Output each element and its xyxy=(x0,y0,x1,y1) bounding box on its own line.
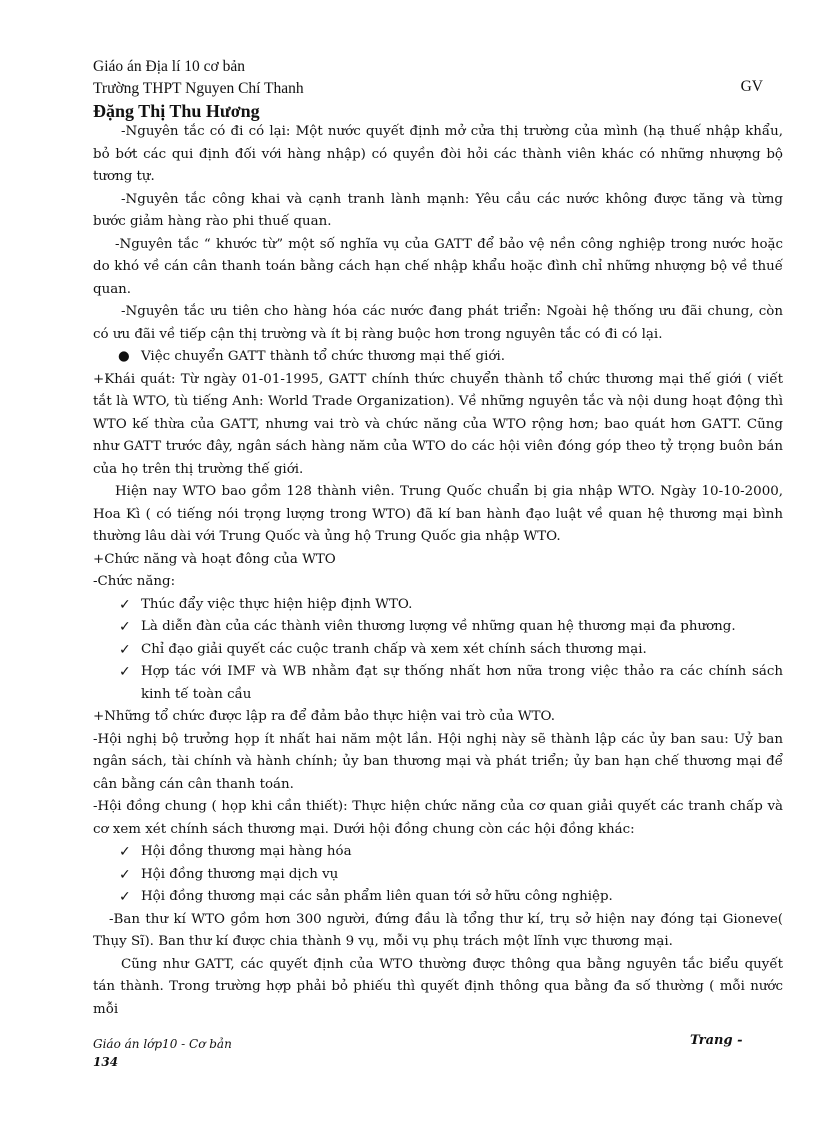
paragraph: Cũng như GATT, các quyết định của WTO thường được thông qua bằng nguyên tắc biểu quyết tán thành. Trong trường hợp phải bỏ phiếu thì quyết định thông qua bằng đa số thường ( mỗi nước mỗi xyxy=(93,956,783,1017)
footer-course: Giáo án lớp10 - Cơ bản xyxy=(93,1037,232,1051)
check-icon: ✓ xyxy=(119,866,131,883)
footer-page-number: 134 xyxy=(93,1055,119,1069)
paragraph: -Nguyên tắc “ khước từ” một số nghĩa vụ của GATT để bảo vệ nền công nghiệp trong nước hoặc do khó về cán cân thanh toán bằng cách hạn chế nhập khẩu hoặc đình chỉ những nhượng bộ về thuế quan. xyxy=(93,236,783,297)
check-item: ✓ Hợp tác với IMF và WB nhằm đạt sự thống nhất hơn nữa trong việc thảo ra các chính sách kinh tế toàn cầu xyxy=(93,661,783,706)
paragraph: -Ban thư kí WTO gồm hơn 300 người, đứng đầu là tổng thư kí, trụ sở hiện nay đóng tại Gioneve( Thụy Sĩ). Ban thư kí được chia thành 9 vụ, mỗi vụ phụ trách một lĩnh vực thương mại. xyxy=(93,911,783,949)
check-item: ✓ Là diễn đàn của các thành viên thương lượng về những quan hệ thương mại đa phương. xyxy=(93,616,783,639)
check-item: ✓ Hội đồng thương mại các sản phẩm liên quan tới sở hữu công nghiệp. xyxy=(93,886,783,909)
subheading: -Chức năng: xyxy=(93,574,176,589)
bullet-icon: ● xyxy=(118,349,130,364)
page-header xyxy=(93,56,763,122)
section-heading: +Chức năng và hoạt đông của WTO xyxy=(93,551,336,567)
check-icon: ✓ xyxy=(119,664,131,680)
teacher-name: Đặng Thị Thu Hương xyxy=(93,101,260,121)
paragraph: -Nguyên tắc công khai và cạnh tranh lành mạnh: Yêu cầu các nước không được tăng và từng bước giảm hàng rào phi thuế quan. xyxy=(93,191,783,229)
check-item: ✓ Hội đồng thương mại dịch vụ xyxy=(93,864,783,887)
section-heading: +Những tổ chức được lập ra để đảm bảo thực hiện vai trò của WTO. xyxy=(93,709,555,724)
paragraph: +Khái quát: Từ ngày 01-01-1995, GATT chính thức chuyển thành tổ chức thương mại thế giới ( viết tắt là WTO, tù tiếng Anh: World Trade Organization). Về những nguyên tắc và nội dung hoạt động thì WTO kế thừa của GATT, nhưng vai trò và chức năng của WTO rộng hơn; bao quát hơn GATT. Cũng như GATT trước đây, ngân sách hàng năm của WTO do các hội viên đóng góp theo tỷ trọng buôn bán của họ trên thị trường thế giới. xyxy=(93,371,783,477)
bullet-item xyxy=(93,346,783,369)
paragraph: -Nguyên tắc có đi có lại: Một nước quyết định mở cửa thị trường của mình (hạ thuế nhập khẩu, bỏ bớt các qui định đối với hàng nhập) có quyền đòi hỏi các thành viên khác có những nhượng bộ tương tự. xyxy=(93,124,783,184)
paragraph: -Hội đồng chung ( họp khi cần thiết): Thực hiện chức năng của cơ quan giải quyết các tranh chấp và cơ xem xét chính sách thương mại. Dưới hội đồng chung còn các hội đồng khác: xyxy=(93,799,783,837)
check-item: ✓ Hội đồng thương mại hàng hóa xyxy=(93,841,783,864)
check-icon: ✓ xyxy=(119,596,131,613)
check-icon: ✓ xyxy=(119,889,131,905)
doc-title: Giáo án Địa lí 10 cơ bản xyxy=(93,58,245,75)
gv-label: GV xyxy=(740,78,763,95)
check-item: ✓ Chỉ đạo giải quyết các cuộc tranh chấp và xem xét chính sách thương mại. xyxy=(93,639,783,662)
check-icon: ✓ xyxy=(119,619,131,635)
check-icon: ✓ xyxy=(119,641,131,658)
check-item: ✓ Thúc đẩy việc thực hiện hiệp định WTO. xyxy=(93,594,783,617)
paragraph: -Hội nghị bộ trưởng họp ít nhất hai năm một lần. Hội nghị này sẽ thành lập các ủy ban sau: Uỷ ban ngân sách, tài chính và hành chính; ủy ban thương mại và phát triển; ủy ban hạn chế thương mại để cân bằng cán cân thanh toán. xyxy=(93,731,783,792)
check-icon: ✓ xyxy=(119,844,131,860)
bullet-text: Việc chuyển GATT thành tổ chức thương mại thế giới. xyxy=(141,349,505,364)
paragraph: Hiện nay WTO bao gồm 128 thành viên. Trung Quốc chuẩn bị gia nhập WTO. Ngày 10-10-2000, Hoa Kì ( có tiếng nói trọng lượng trong WTO) đã kí ban hành đạo luật về quan hệ thương mại bình thường lâu dài với Trung Quốc và ủng hộ Trung Quốc gia nhập WTO. xyxy=(93,484,783,544)
school-name: Trường THPT Nguyen Chí Thanh xyxy=(93,80,304,97)
footer-page-label: Trang - xyxy=(690,1033,743,1048)
document-body xyxy=(93,121,783,1021)
paragraph: -Nguyên tắc ưu tiên cho hàng hóa các nước đang phát triển: Ngoài hệ thống ưu đãi chung, còn có ưu đãi về tiếp cận thị trường và ít bị ràng buộc hơn trong nguyên tắc có đi có lại. xyxy=(93,304,783,342)
